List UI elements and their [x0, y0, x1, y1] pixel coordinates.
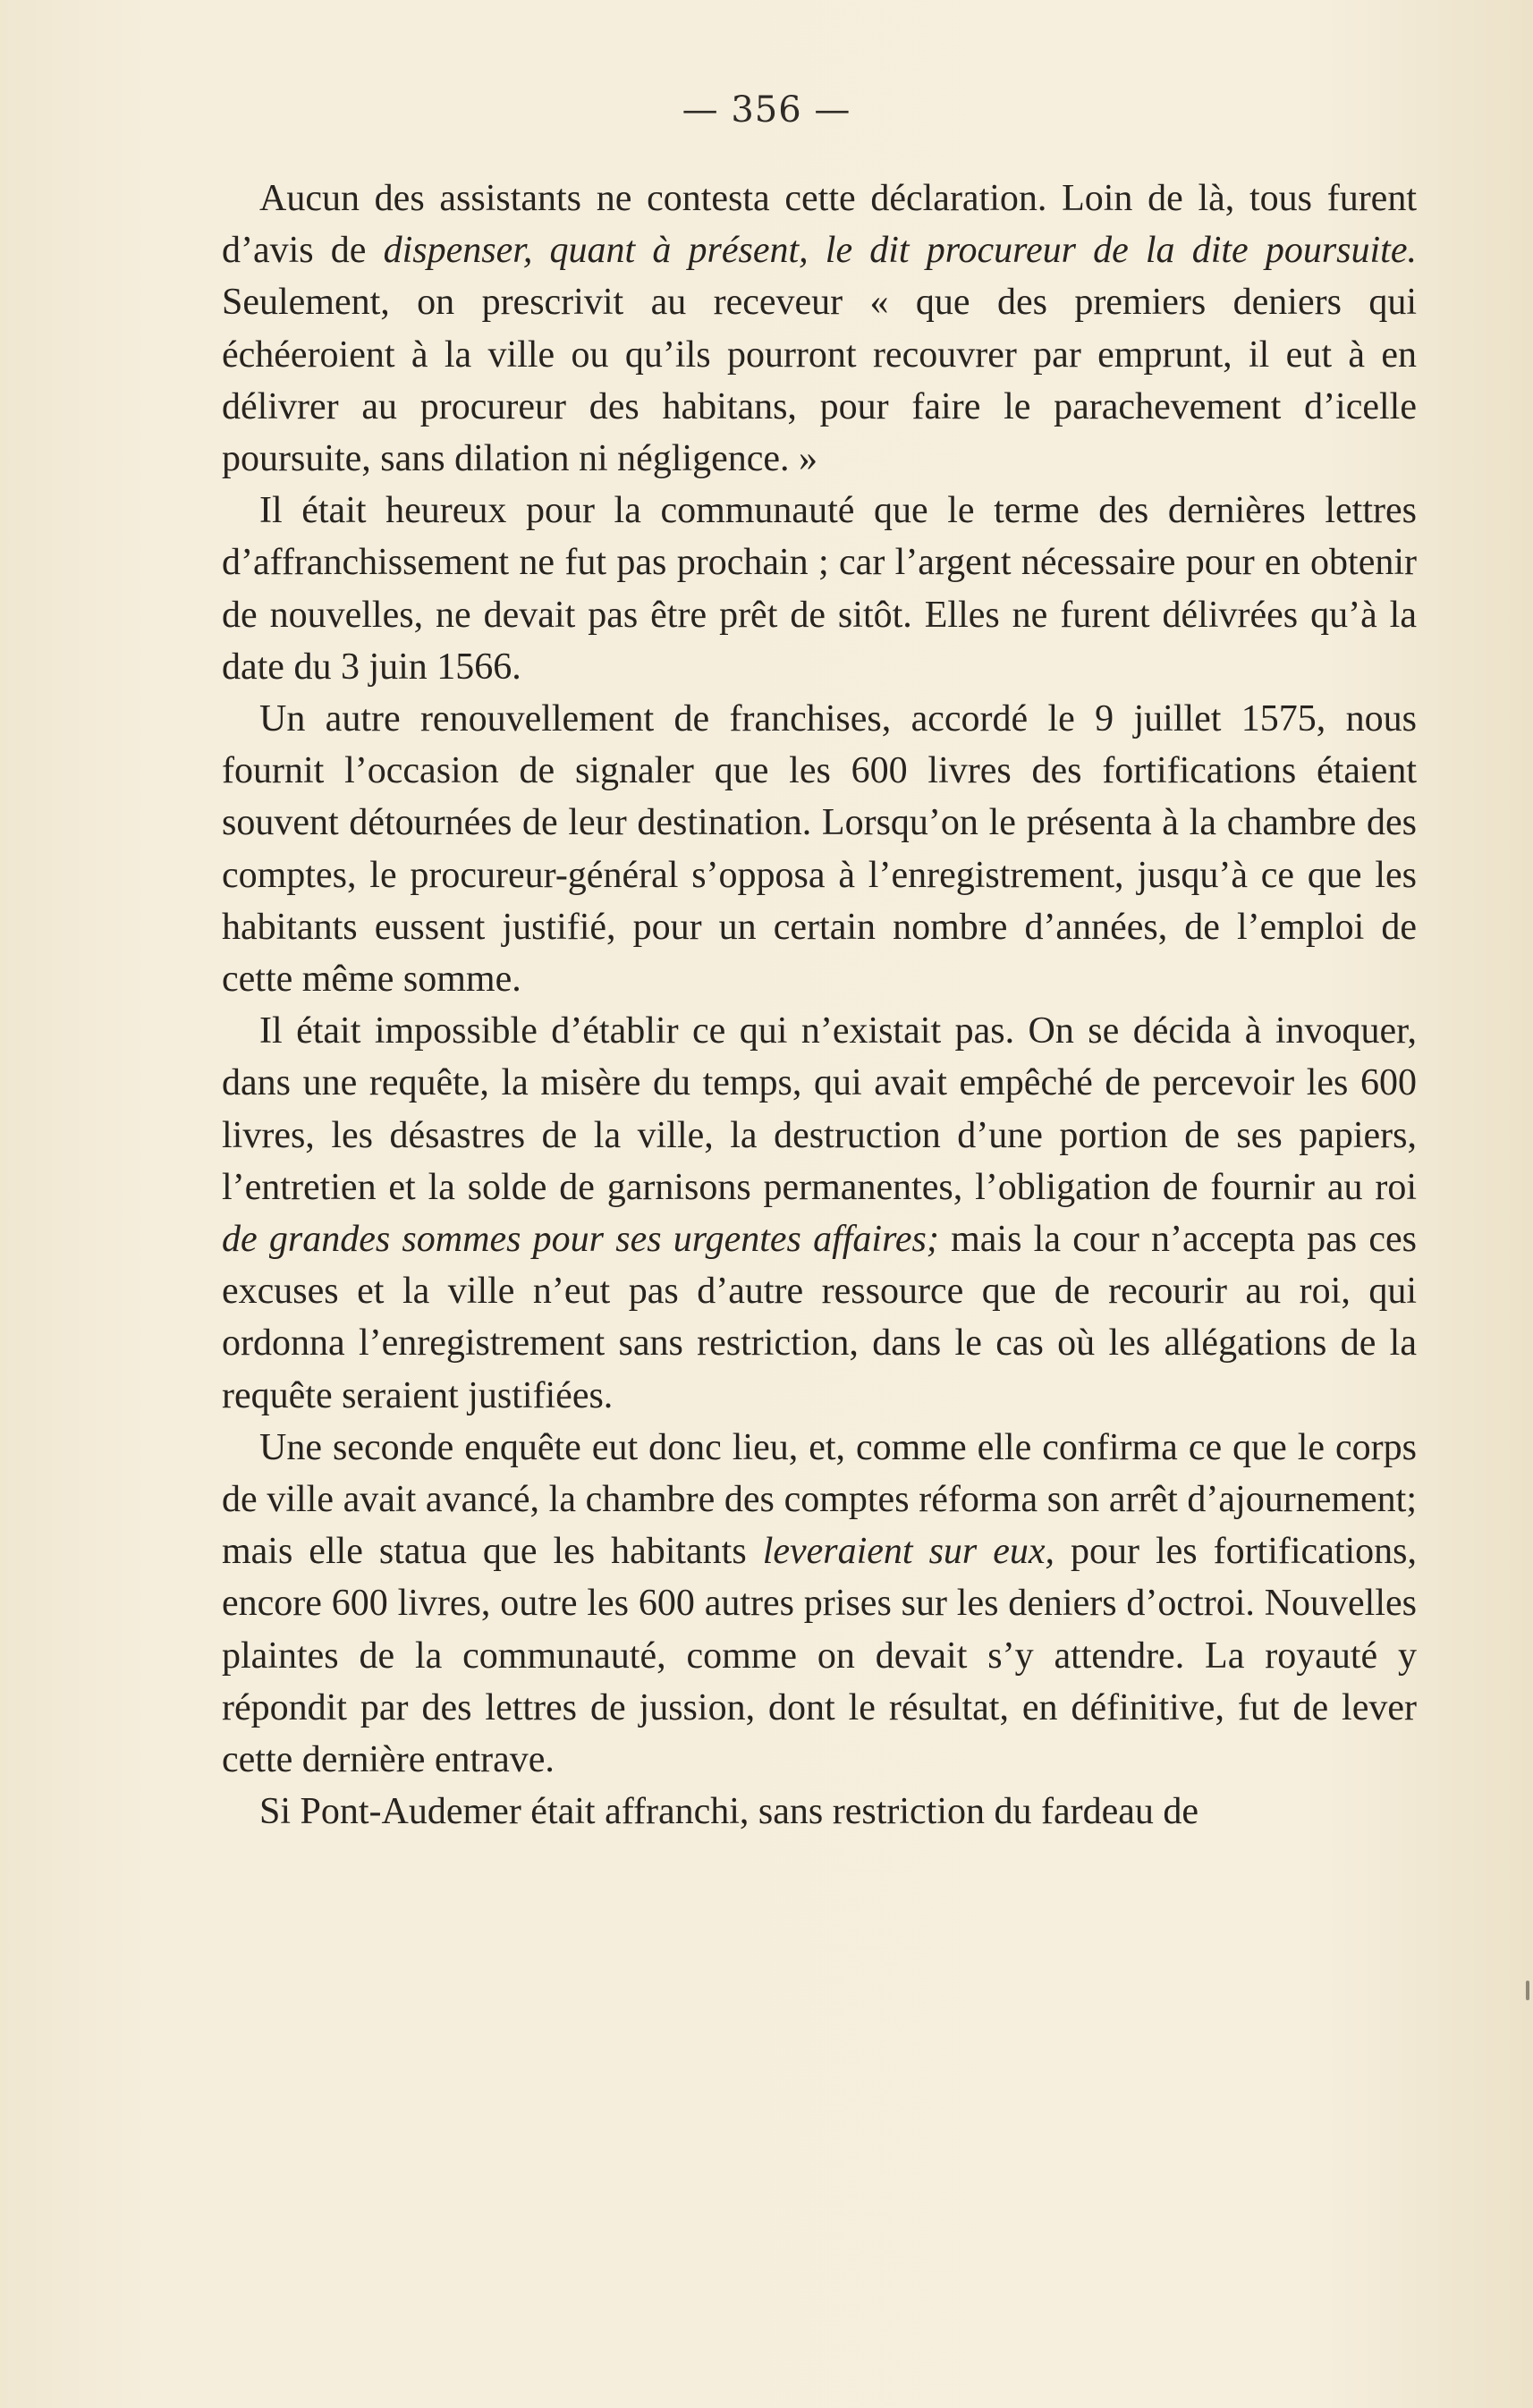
paragraph-5-text-a: Une seconde enquête eut donc lieu, et, comme elle confirma ce que le corps de ville avait avancé, la chambre des comptes réforma son arrêt d’ajournement; mais elle statua que les habitants — [222, 1426, 1417, 1573]
paragraph-2: Il était heureux pour la communauté que le terme des dernières lettres d’affranchissement ne fut pas prochain ; car l’argent nécessaire pour en obtenir de nouvelles, ne devait pas être prêt de sitôt. Elles ne furent délivrées qu’à la date du 3 juin 1566. — [222, 490, 1417, 688]
body-text — [222, 173, 1417, 1838]
paragraph-4-text-a: Il était impossible d’établir ce qui n’existait pas. On se décida à invoquer, dans une requête, la misère du temps, qui avait empêché de percevoir les 600 livres, les désastres de la ville, la destruction d’une portion de ses papiers, l’entretien et la solde de garnisons permanentes, l’obligation de fournir au roi — [222, 1010, 1417, 1208]
paragraph-5-text-b: pour les fortifications, encore 600 livres, outre les 600 autres prises sur les deniers d’octroi. Nouvelles plaintes de la communauté, comme on devait s’y attendre. La royauté y répondit par des lettres de jussion, dont le résultat, en définitive, fut de lever cette dernière entrave. — [222, 1531, 1418, 1781]
paragraph-1-italic: dispenser, quant à présent, le dit procureur de la dite poursuite. — [383, 230, 1417, 272]
paragraph-1-text-b: Seulement, on prescrivit au receveur « que des premiers deniers qui échéeroient à la ville ou qu’ils pourront recouvrer par emprunt, il eut à en délivrer au procureur des habitans, pour faire le parachevement d’icelle poursuite, sans dilation ni négligence. » — [222, 282, 1417, 480]
paragraph-1-text-a: Aucun des assistants ne contesta cette déclaration. Loin de là, tous furent d’avis de — [222, 178, 1417, 272]
paragraph-4-italic: de grandes sommes pour ses urgentes affaires; — [222, 1219, 939, 1261]
paragraph-1 — [222, 173, 1417, 485]
paragraph-5-italic: leveraient sur eux, — [762, 1531, 1055, 1573]
paragraph-3: Un autre renouvellement de franchises, accordé le 9 juillet 1575, nous fournit l’occasion de signaler que les 600 livres des fortifications étaient souvent détournées de leur destination. Lorsqu’on le présenta à la chambre des comptes, le procureur-général s’opposa à l’enregistrement, jusqu’à ce que les habitants eussent justifié, pour un certain nombre d’années, de l’emploi de cette même somme. — [222, 698, 1417, 1001]
paragraph-6: Si Pont-Audemer était affranchi, sans restriction du fardeau de — [259, 1791, 1199, 1833]
page-number: — 356 — — [682, 89, 851, 131]
page-edge-mark — [1526, 1981, 1529, 2000]
paragraph-5 — [222, 1422, 1417, 1786]
paragraph-4 — [222, 1005, 1417, 1422]
paragraph-4-text-b: mais la cour n’accepta pas ces excuses et la ville n’eut pas d’autre ressource que de recourir au roi, qui ordonna l’enregistrement sans restriction, dans le cas où les allégations de la requête seraient justifiées. — [222, 1219, 1417, 1416]
